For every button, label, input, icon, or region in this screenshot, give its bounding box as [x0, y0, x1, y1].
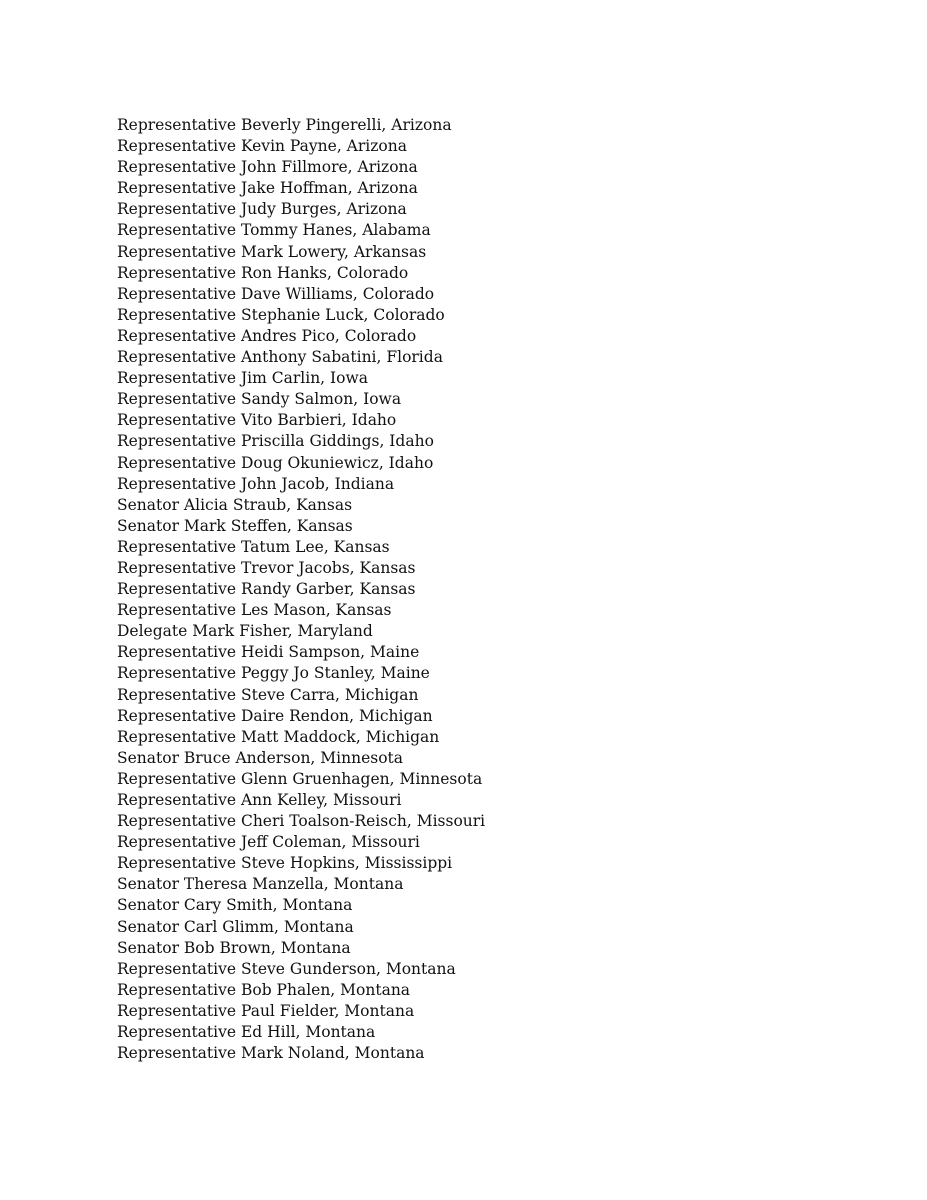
signer-line: Representative Mark Noland, Montana [117, 1044, 425, 1063]
signer-line: Representative Peggy Jo Stanley, Maine [117, 664, 430, 683]
signer-line: Senator Mark Steffen, Kansas [117, 516, 353, 535]
signer-line: Senator Cary Smith, Montana [117, 896, 353, 915]
signer-line: Representative Stephanie Luck, Colorado [117, 305, 445, 324]
signer-line: Representative Cheri Toalson-Reisch, Missouri [117, 812, 486, 831]
signer-line: Representative Sandy Salmon, Iowa [117, 390, 402, 409]
signer-line: Senator Theresa Manzella, Montana [117, 875, 404, 894]
signer-line: Representative Dave Williams, Colorado [117, 284, 435, 303]
signer-line: Representative Beverly Pingerelli, Arizona [117, 116, 452, 134]
signer-line: Representative Judy Burges, Arizona [117, 200, 407, 219]
signer-line: Representative Glenn Gruenhagen, Minnesota [117, 769, 483, 788]
signer-line: Representative Bob Phalen, Montana [117, 980, 411, 999]
signer-line: Representative Jim Carlin, Iowa [117, 369, 368, 388]
signer-line: Representative Kevin Payne, Arizona [117, 137, 407, 156]
signer-line: Representative Matt Maddock, Michigan [117, 727, 440, 746]
signer-line: Representative Tatum Lee, Kansas [117, 537, 390, 556]
signer-line: Representative Steve Carra, Michigan [117, 685, 419, 704]
signer-line: Representative Steve Gunderson, Montana [117, 959, 456, 978]
signer-line: Representative Priscilla Giddings, Idaho [117, 432, 434, 451]
signer-line: Representative Andres Pico, Colorado [117, 326, 417, 345]
signer-list [117, 115, 485, 1064]
signer-line: Representative Jake Hoffman, Arizona [117, 179, 418, 198]
signer-line: Representative Ed Hill, Montana [117, 1023, 376, 1042]
signer-line: Senator Carl Glimm, Montana [117, 917, 354, 936]
signer-line: Senator Bruce Anderson, Minnesota [117, 748, 404, 767]
signer-line: Representative Daire Rendon, Michigan [117, 706, 433, 725]
signer-line: Representative Mark Lowery, Arkansas [117, 242, 427, 261]
signer-line: Representative Les Mason, Kansas [117, 601, 392, 620]
signer-line: Representative Trevor Jacobs, Kansas [117, 558, 416, 577]
signer-line: Representative Ann Kelley, Missouri [117, 791, 402, 809]
signer-line: Representative Heidi Sampson, Maine [117, 643, 420, 662]
signer-line: Representative Doug Okuniewicz, Idaho [117, 453, 434, 472]
signer-line: Representative John Fillmore, Arizona [117, 158, 418, 177]
signer-line: Representative Randy Garber, Kansas [117, 580, 416, 599]
signer-line: Representative Steve Hopkins, Mississippi [117, 854, 453, 873]
signer-line: Representative John Jacob, Indiana [117, 474, 395, 493]
signer-line: Representative Anthony Sabatini, Florida [117, 348, 443, 367]
signer-line: Delegate Mark Fisher, Maryland [117, 622, 373, 641]
signer-line: Representative Paul Fielder, Montana [117, 1001, 415, 1020]
signer-line: Representative Jeff Coleman, Missouri [117, 833, 420, 852]
signer-line: Senator Bob Brown, Montana [117, 938, 351, 957]
signer-line: Representative Ron Hanks, Colorado [117, 263, 409, 282]
signer-line: Representative Tommy Hanes, Alabama [117, 221, 431, 240]
signer-line: Senator Alicia Straub, Kansas [117, 495, 353, 514]
signer-line: Representative Vito Barbieri, Idaho [117, 411, 397, 430]
